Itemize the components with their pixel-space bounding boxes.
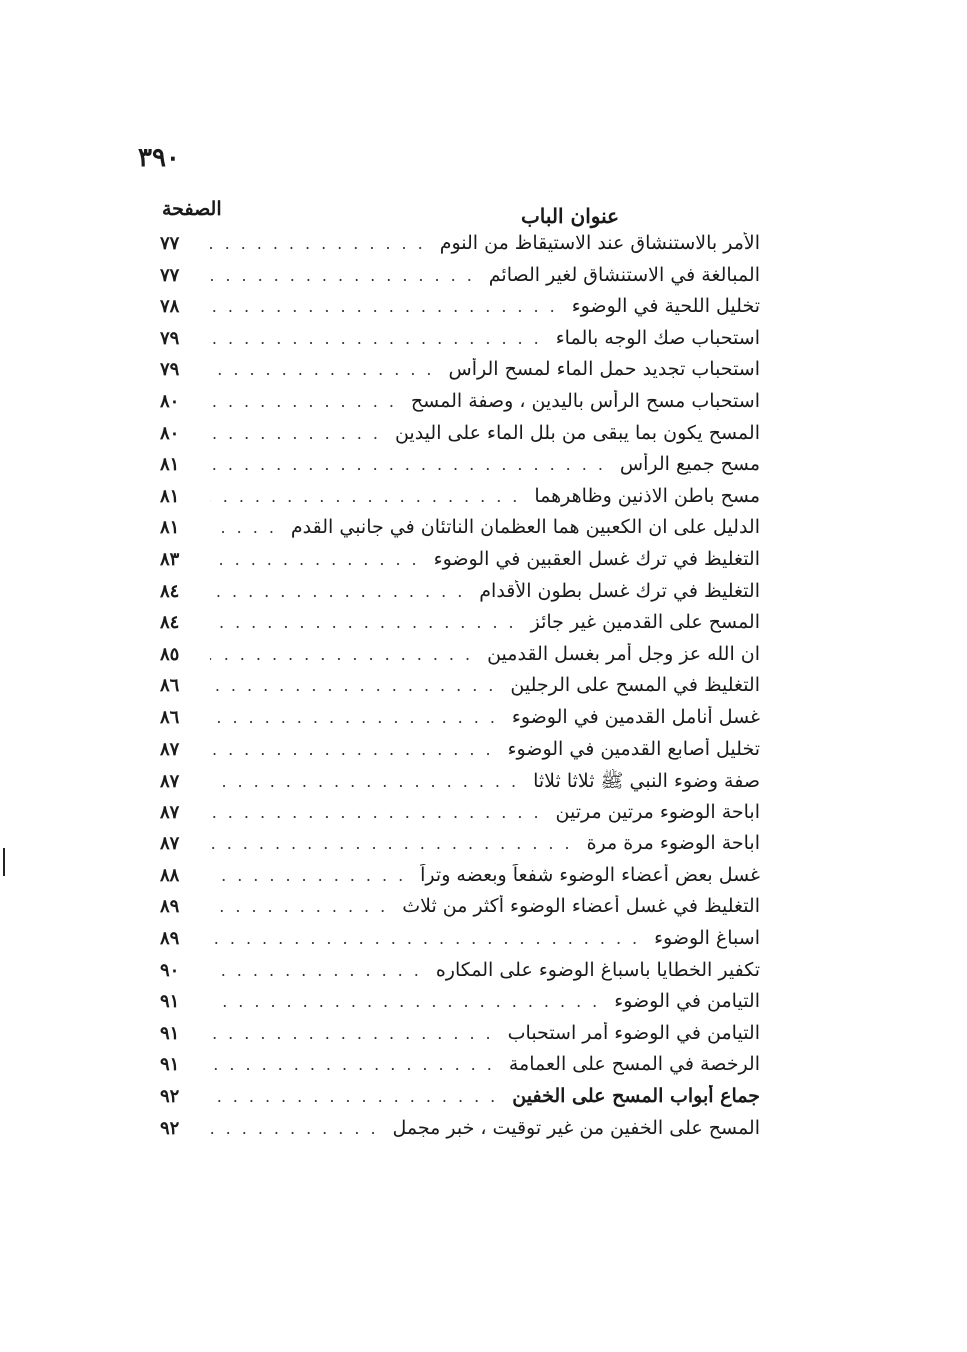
- toc-entry: [160, 959, 760, 991]
- dot-leader: [210, 961, 430, 980]
- dot-leader: [210, 803, 550, 822]
- toc-entry-title: التيامن في الوضوء: [614, 990, 760, 1013]
- dot-leader: [210, 455, 614, 474]
- toc-entry-title: المسح على الخفين من غير توقيت ، خبر مجمل: [392, 1116, 760, 1139]
- toc-entry-title: اسباغ الوضوء: [654, 927, 760, 950]
- toc-entry-page: ٨٠: [160, 422, 180, 444]
- toc-entry-page: ٧٩: [160, 327, 180, 349]
- toc-entry-title: استحباب صك الوجه بالماء: [555, 326, 760, 349]
- dot-leader: [210, 424, 389, 443]
- toc-entry-title: تخليل اللحية في الوضوء: [571, 295, 760, 318]
- toc-entry-title: التغليظ في ترك غسل العقبين في الوضوء: [433, 547, 760, 570]
- toc-entry-page: ٩١: [160, 1022, 180, 1044]
- dot-leader: [210, 329, 550, 348]
- toc-entry: [160, 1117, 760, 1149]
- toc-entry-page: ٨٠: [160, 390, 180, 412]
- toc-entry-title: الدليل على ان الكعبين هما العظمان الناتئان في جانبي القدم: [290, 516, 760, 539]
- dot-leader: [210, 1087, 506, 1106]
- dot-leader: [210, 582, 473, 601]
- toc-entry-title: التغليظ في المسح على الرجلين: [510, 674, 760, 697]
- dot-leader: [210, 392, 405, 411]
- toc-entry: [160, 769, 760, 801]
- toc-entry-page: ٨٩: [160, 896, 180, 918]
- chapter-title-column-header: عنوان الباب: [520, 204, 620, 228]
- toc-entry: [160, 264, 760, 296]
- toc-entry-title: التغليظ في غسل أعضاء الوضوء أكثر من ثلاث: [402, 895, 760, 918]
- toc-entry: [160, 1053, 760, 1085]
- toc-entry-title: غسل أنامل القدمين في الوضوء: [511, 705, 760, 728]
- dot-leader: [210, 676, 504, 695]
- dot-leader: [210, 645, 481, 664]
- toc-entry-page: ٩١: [160, 1054, 180, 1076]
- toc-entry-page: ٧٩: [160, 359, 180, 381]
- dot-leader: [210, 360, 443, 379]
- toc-entry: [160, 327, 760, 359]
- toc-entry: [160, 990, 760, 1022]
- dot-leader: [210, 929, 648, 948]
- toc-entry: [160, 516, 760, 548]
- dot-leader: [210, 740, 502, 759]
- toc-entry-page: ٨٤: [160, 612, 180, 634]
- dot-leader: [210, 1119, 387, 1138]
- dot-leader: [210, 487, 528, 506]
- dot-leader: [210, 234, 434, 253]
- dot-leader: [210, 266, 483, 285]
- toc-entry-page: ٧٨: [160, 296, 180, 318]
- toc-entry-page: ٧٧: [160, 233, 180, 254]
- toc-entry: [160, 580, 760, 612]
- toc-entry-title: استحباب مسح الرأس باليدين ، وصفة المسح: [410, 389, 760, 412]
- toc-entry-page: ٨٥: [160, 643, 180, 665]
- toc-entry-page: ٨٦: [160, 706, 180, 728]
- toc-entry-title: مسح جميع الرأس: [619, 453, 760, 476]
- dot-leader: [210, 518, 285, 537]
- toc-entry: [160, 895, 760, 927]
- toc-entry-page: ٨٧: [160, 801, 180, 823]
- toc-entry: [160, 611, 760, 643]
- toc-entry: [160, 358, 760, 390]
- toc-entry-title: تخليل أصابع القدمين في الوضوء: [507, 737, 760, 760]
- toc-entry-title: المبالغة في الاستنشاق لغير الصائم: [488, 263, 760, 286]
- toc-entry-page: ٨٣: [160, 548, 180, 570]
- toc-entry-page: ٨٧: [160, 738, 180, 760]
- toc-entry: [160, 232, 760, 264]
- toc-entry-page: ٨١: [160, 517, 180, 539]
- toc-entry-page: ٩٠: [160, 959, 180, 981]
- toc-entry-title: غسل بعض أعضاء الوضوء شفعاً وبعضه وتراً: [420, 863, 760, 886]
- toc-entry: [160, 674, 760, 706]
- dot-leader: [210, 550, 428, 569]
- toc-entry-page: ٨٨: [160, 864, 180, 886]
- toc-entry-title: جماع أبواب المسح على الخفين: [512, 1085, 760, 1108]
- toc-entry: [160, 1022, 760, 1054]
- toc-entry-title: المسح على القدمين غير جائز: [530, 611, 760, 634]
- toc-entry: [160, 832, 760, 864]
- toc-entry-page: ٩٢: [160, 1117, 180, 1139]
- dot-leader: [210, 1055, 503, 1074]
- toc-entry-page: ٨٩: [160, 928, 180, 950]
- toc-entry-title: مسح باطن الاذنين وظاهرهما: [534, 484, 760, 507]
- toc-entry-page: ٨٤: [160, 580, 180, 602]
- dot-leader: [210, 992, 608, 1011]
- toc-entry-title: اباحة الوضوء مرة مرة: [586, 832, 760, 855]
- table-of-contents: [160, 232, 760, 1148]
- toc-entry: [160, 390, 760, 422]
- dot-leader: [210, 297, 566, 316]
- page-number: ٣٩٠: [138, 143, 180, 173]
- toc-entry-title: الرخصة في المسح على العمامة: [508, 1053, 760, 1076]
- dot-leader: [210, 613, 525, 632]
- toc-entry-title: المسح يكون بما يبقى من بلل الماء على اليدين: [394, 421, 760, 444]
- toc-entry: [160, 485, 760, 517]
- dot-leader: [210, 708, 506, 727]
- toc-entry: [160, 864, 760, 896]
- toc-entry: [160, 927, 760, 959]
- toc-entry: [160, 1085, 760, 1117]
- toc-entry: [160, 801, 760, 833]
- toc-entry-page: ٨١: [160, 485, 180, 507]
- toc-entry-page: ٨٧: [160, 833, 180, 855]
- toc-entry-title: استحباب تجديد حمل الماء لمسح الرأس: [448, 358, 760, 381]
- dot-leader: [210, 772, 527, 791]
- toc-entry: [160, 422, 760, 454]
- toc-entry: [160, 643, 760, 675]
- toc-entry-page: ٩٢: [160, 1086, 180, 1108]
- toc-entry-page: ٨٦: [160, 675, 180, 697]
- margin-mark: [3, 848, 5, 876]
- dot-leader: [210, 834, 581, 853]
- toc-entry-page: ٨١: [160, 454, 180, 476]
- page-column-header: الصفحة: [162, 198, 222, 220]
- toc-entry-title: تكفير الخطايا باسباغ الوضوء على المكاره: [435, 958, 760, 981]
- toc-entry-title: صفة وضوء النبي ﷺ ثلاثا ثلاثا: [533, 770, 760, 793]
- toc-entry: [160, 738, 760, 770]
- toc-entry-title: اباحة الوضوء مرتين مرتين: [555, 800, 760, 823]
- dot-leader: [210, 866, 414, 885]
- toc-entry-title: التيامن في الوضوء أمر استحباب: [507, 1021, 760, 1044]
- toc-entry: [160, 295, 760, 327]
- toc-entry-page: ٨٧: [160, 771, 180, 793]
- toc-entry: [160, 453, 760, 485]
- dot-leader: [210, 1024, 502, 1043]
- toc-entry-page: ٩١: [160, 991, 180, 1013]
- toc-entry-title: ان الله عز وجل أمر بغسل القدمين: [487, 642, 760, 665]
- toc-entry-title: الأمر بالاستنشاق عند الاستيقاظ من النوم: [439, 232, 760, 254]
- toc-entry: [160, 706, 760, 738]
- toc-entry-page: ٧٧: [160, 264, 180, 286]
- toc-entry-title: التغليظ في ترك غسل بطون الأقدام: [479, 579, 760, 602]
- toc-entry: [160, 548, 760, 580]
- dot-leader: [210, 897, 396, 916]
